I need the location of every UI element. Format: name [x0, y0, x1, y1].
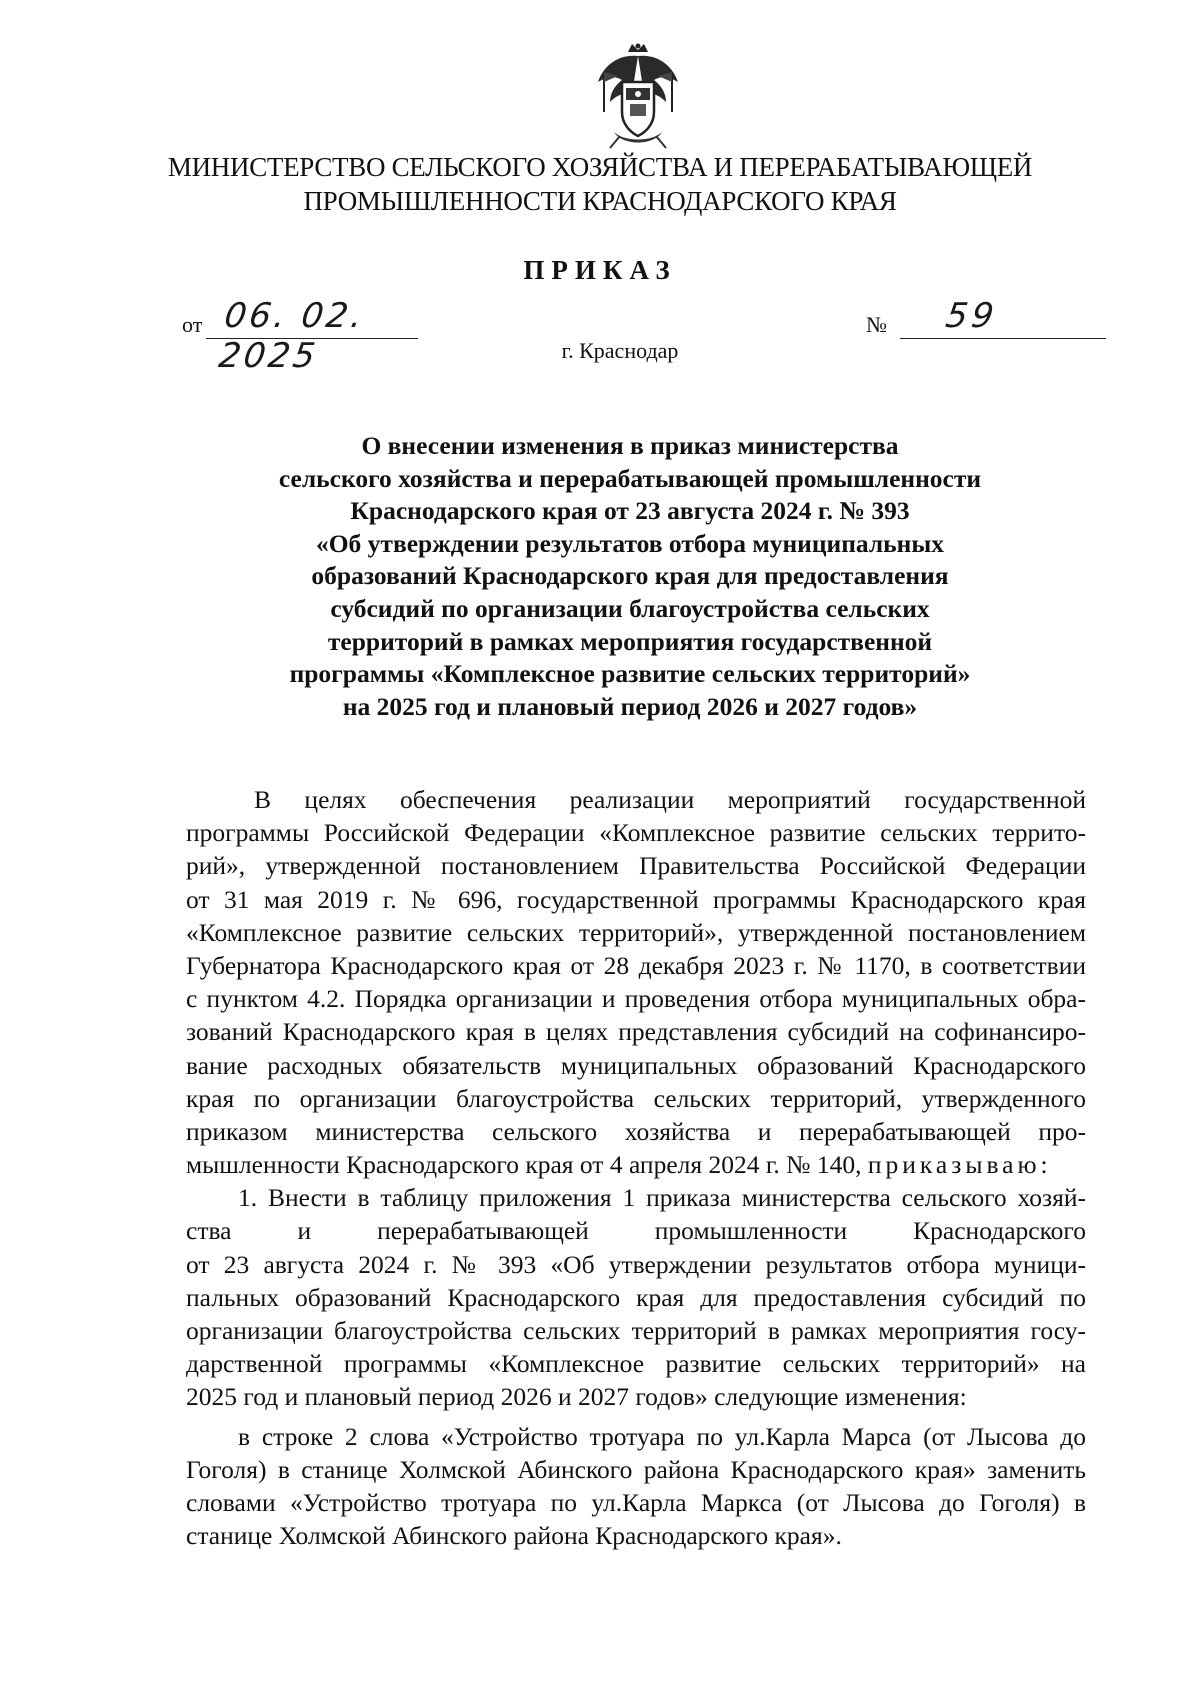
body-line-last — [186, 1148, 1086, 1181]
body-text: мышленности Краснодарского края от 4 апреля 2024 г. № 140, — [186, 1150, 862, 1180]
order-number — [866, 296, 1106, 340]
body-line: от 31 мая 2019 г. № 696, государственной программы Краснодарского края — [186, 884, 1086, 914]
subject-line: Краснодарского края от 23 августа 2024 г. № 393 — [350, 496, 910, 526]
date-prefix: от — [182, 312, 203, 337]
order-subject — [170, 430, 1090, 723]
order-word: приказываю: — [867, 1150, 1052, 1180]
city: г. Краснодар — [561, 338, 679, 363]
body-line: пальных образований Краснодарского края для предоставления субсидий по — [186, 1282, 1086, 1312]
body-line: организации благоустройства сельских территорий в рамках мероприятия госу- — [186, 1316, 1086, 1345]
order-date — [182, 296, 412, 376]
body-line: дарственной программы «Комплексное развитие сельских территорий» на — [186, 1349, 1086, 1379]
date-value-handwritten: 06. 02. 2025 — [216, 296, 368, 376]
krasnodar-coat-of-arms-icon — [590, 42, 686, 150]
body-line: приказом министерства сельского хозяйства и перерабатывающей про- — [186, 1116, 1086, 1146]
body-line: ства и перерабатывающей промышленности Краснодарского — [186, 1216, 1086, 1246]
body-line: зований Краснодарского края в целях представления субсидий на софинансиро- — [186, 1017, 1086, 1047]
body-line: края по организации благоустройства сельских территорий, утвержденного — [186, 1083, 1086, 1113]
number-prefix: № — [866, 312, 887, 337]
subject-line: образований Краснодарского края для предоставления — [311, 561, 949, 591]
body-line-last: станице Холмской Абинского района Краснодарского края». — [186, 1521, 842, 1551]
body-line: В целях обеспечения реализации мероприятий государственной — [254, 785, 1086, 814]
body-line: с пунктом 4.2. Порядка организации и проведения отбора муниципальных обра- — [186, 984, 1086, 1014]
body-line: вание расходных обязательств муниципальных образований Краснодарского — [186, 1050, 1086, 1080]
body-line: словами «Устройство тротуара по ул.Карла Маркса (от Лысова до Гоголя) в — [186, 1487, 1086, 1517]
body-line: Губернатора Краснодарского края от 28 декабря 2023 г. № 1170, в соответствии — [186, 950, 1086, 980]
ministry-name — [120, 150, 1080, 218]
body-line: Гоголя) в станице Холмской Абинского района Краснодарского края» заменить — [186, 1454, 1086, 1484]
body-line: 1. Внести в таблицу приложения 1 приказа министерства сельского хозяй- — [238, 1183, 1086, 1213]
date-underline — [206, 338, 418, 339]
body-line-last: 2025 год и плановый период 2026 и 2027 годов» следующие изменения: — [186, 1382, 967, 1412]
body-line: от 23 августа 2024 г. № 393 «Об утверждении результатов отбора муници- — [186, 1249, 1086, 1279]
subject-line: программы «Комплексное развитие сельских территорий» — [289, 659, 971, 689]
order-title: ПРИКАЗ — [523, 255, 677, 285]
body-line: программы Российской Федерации «Комплексное развитие сельских террито- — [186, 818, 1086, 848]
body-line: в строке 2 слова «Устройство тротуара по ул.Карла Марса (от Лысова до — [238, 1421, 1086, 1451]
subject-line: субсидий по организации благоустройства сельских — [330, 593, 930, 623]
subject-line: территорий в рамках мероприятия государственной — [327, 626, 933, 656]
body-line: рий», утвержденной постановлением Правительства Российской Федерации — [186, 851, 1086, 881]
number-value-handwritten: 59 — [943, 296, 1001, 336]
order-body — [186, 783, 1086, 1552]
subject-line: на 2025 год и плановый период 2026 и 2027 годов» — [342, 691, 918, 721]
body-line: «Комплексное развитие сельских территорий», утвержденной постановлением — [186, 917, 1086, 947]
number-underline — [900, 338, 1106, 339]
subject-line: «Об утверждении результатов отбора муниципальных — [315, 528, 945, 558]
ministry-line-2: ПРОМЫШЛЕННОСТИ КРАСНОДАРСКОГО КРАЯ — [303, 186, 897, 216]
subject-line: О внесении изменения в приказ министерства — [361, 431, 899, 460]
subject-line: сельского хозяйства и перерабатывающей промышленности — [278, 463, 982, 493]
ministry-line-1: МИНИСТЕРСТВО СЕЛЬСКОГО ХОЗЯЙСТВА И ПЕРЕРАБАТЫВАЮЩЕЙ — [167, 152, 1033, 182]
